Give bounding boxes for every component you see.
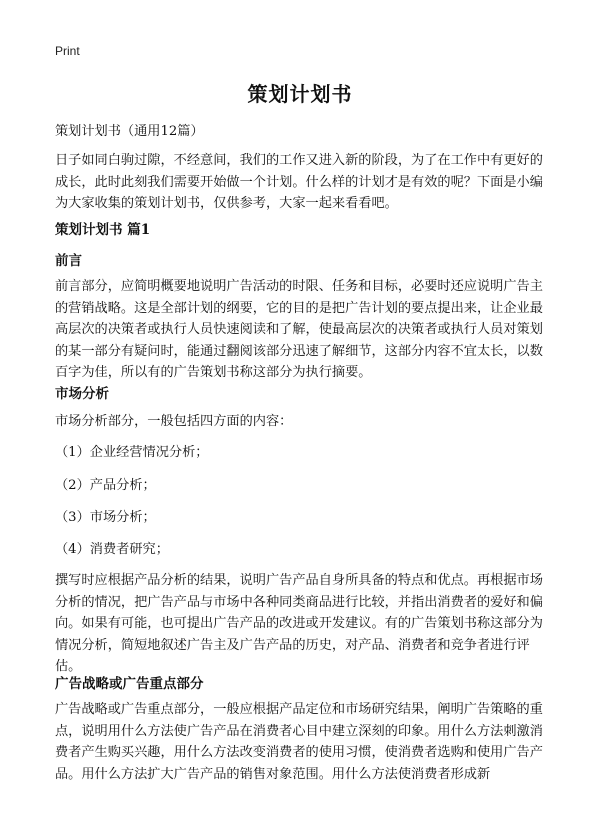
list-item: （3）市场分析； — [55, 510, 156, 525]
section-heading-preface: 前言 — [55, 253, 82, 269]
list-item: （1）企业经营情况分析； — [55, 445, 209, 460]
market-analysis-lead: 市场分析部分，一般包括四方面的内容： — [55, 414, 293, 429]
preface-paragraph: 前言部分，应简明概要地说明广告活动的时限、任务和目标，必要时还应说明广告主的营销战略。这是全部计划的纲要，它的目的是把广告计划的要点提出来，让企业最高层次的决策者或执行人员快速阅读和了解，使最高层次的决策者或执行人员对策划的某一部分有疑问时，能通过翻阅该部分迅速了解细节，这部分内容不宜太长，以数百字为佳，所以有的广告策划书称这部分为执行摘要。 — [55, 279, 543, 380]
strategy-paragraph: 广告战略或广告重点部分，一般应根据产品定位和市场研究结果，阐明广告策略的重点，说明用什么方法使广告产品在消费者心目中建立深刻的印象。用什么方法刺激消费者产生购买兴趣，用什么方法改变消费者的使用习惯，使消费者选购和使用广告产品。用什么方法扩大广告产品的销售对象范围。用什么方法使消费者形成新 — [55, 702, 543, 782]
list-item: （4）消费者研究； — [55, 542, 169, 557]
intro-paragraph: 日子如同白驹过隙，不经意间，我们的工作又进入新的阶段，为了在工作中有更好的成长，此时此刻我们需要开始做一个计划。什么样的计划才是有效的呢？下面是小编为大家收集的策划计划书，仅供参考，大家一起来看看吧。 — [55, 153, 543, 211]
document-subtitle: 策划计划书（通用12篇） — [55, 124, 204, 139]
market-analysis-paragraph: 撰写时应根据产品分析的结果，说明广告产品自身所具备的特点和优点。再根据市场分析的情况，把广告产品与市场中各种同类商品进行比较，并指出消费者的爱好和偏向。如果有可能，也可提出广告产品的改进或开发建议。有的广告策划书称这部分为情况分析，简短地叙述广告主及广告产品的历史，对产品、消费者和竞争者进行评估。 — [55, 573, 543, 674]
page-title: 策划计划书 — [247, 82, 353, 106]
print-link[interactable]: Print — [55, 44, 80, 58]
section-heading-market-analysis: 市场分析 — [55, 386, 109, 402]
list-item: （2）产品分析； — [55, 478, 156, 493]
article-heading: 策划计划书 篇1 — [55, 222, 151, 238]
section-heading-strategy: 广告战略或广告重点部分 — [55, 676, 204, 692]
